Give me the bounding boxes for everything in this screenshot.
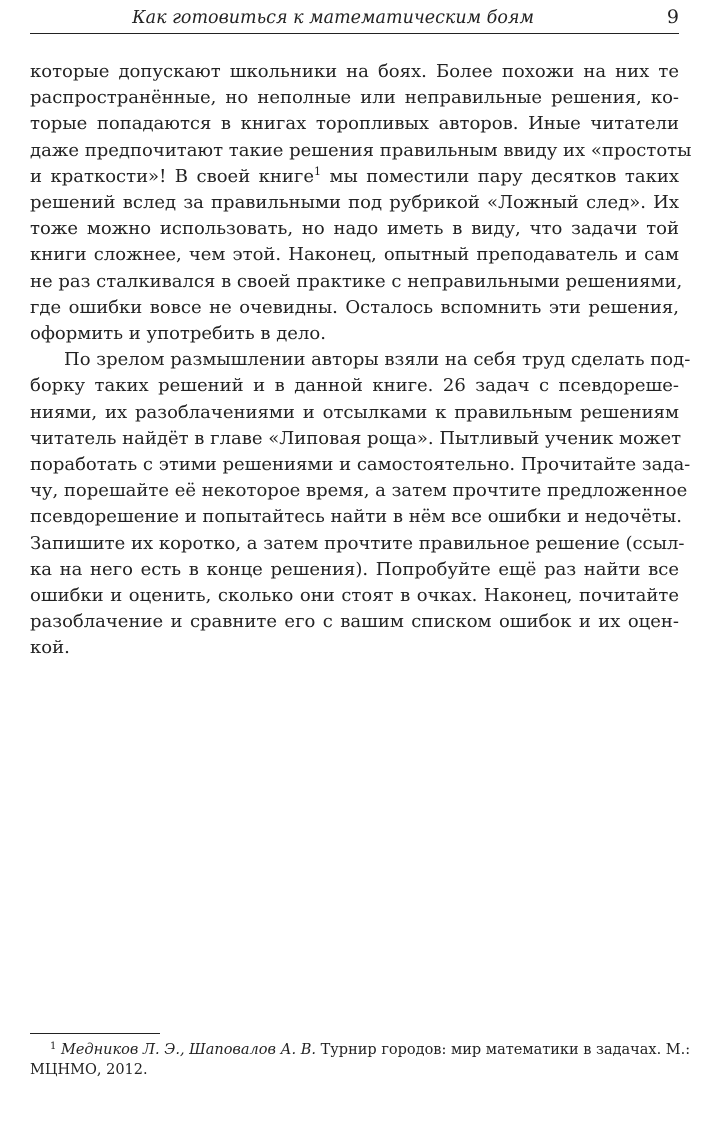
text-line bbox=[30, 164, 679, 190]
text-line: псевдорешение и попытайтесь найти в нём все ошибки и недочёты. bbox=[30, 506, 682, 528]
text-line: чу, порешайте её некоторое время, а затем прочтите предложенное bbox=[30, 480, 688, 502]
running-head bbox=[30, 5, 679, 34]
text-line: не раз сталкивался в своей практике с неправильными решениями, bbox=[30, 270, 683, 292]
text-line: читатель найдёт в главе «Липовая роща». Пытливый ученик может bbox=[30, 427, 682, 449]
text-line: оформить и употребить в дело. bbox=[30, 323, 326, 345]
footnote-line: МЦНМО, 2012. bbox=[30, 1062, 148, 1078]
body-text bbox=[30, 59, 692, 662]
text-line: тоже можно использовать, но надо иметь в виду, что задачи той bbox=[30, 218, 679, 240]
text-fragment: мы поместили пару десятков таких bbox=[329, 165, 679, 187]
text-line: кой. bbox=[30, 637, 70, 659]
paragraph-1 bbox=[30, 59, 692, 347]
footnote-reference[interactable]: 1 bbox=[314, 164, 322, 178]
text-line: книги сложнее, чем этой. Наконец, опытный преподаватель и сам bbox=[30, 244, 679, 266]
text-line: решений вслед за правильными под рубрикой «Ложный след». Их bbox=[30, 192, 679, 214]
text-line: Запишите их коротко, а затем прочтите правильное решение (ссыл- bbox=[30, 532, 685, 554]
page-number: 9 bbox=[666, 6, 679, 28]
text-line: которые допускают школьники на боях. Более похожи на них те bbox=[30, 61, 679, 82]
text-line: распространённые, но неполные или неправильные решения, ко- bbox=[30, 87, 679, 109]
footnote-text: Турнир городов: мир математики в задачах. М.: bbox=[320, 1042, 691, 1058]
text-line: где ошибки вовсе не очевидны. Осталось вспомнить эти решения, bbox=[30, 296, 679, 318]
text-line: ошибки и оценить, сколько они стоят в очках. Наконец, почитайте bbox=[30, 585, 679, 607]
text-line: По зрелом размышлении авторы взяли на себя труд сделать под- bbox=[64, 349, 691, 371]
text-line: ка на него есть в конце решения). Попробуйте ещё раз найти все bbox=[30, 558, 679, 580]
running-title: Как готовиться к математическим боям bbox=[132, 8, 534, 28]
text-line: даже предпочитают такие решения правильным ввиду их «простоты bbox=[30, 139, 692, 161]
paragraph-2 bbox=[30, 347, 691, 661]
text-line: торые попадаются в книгах торопливых авторов. Иные читатели bbox=[30, 113, 679, 135]
footnote-rule bbox=[30, 1033, 160, 1034]
footnote-line bbox=[30, 1040, 691, 1060]
text-line: борку таких решений и в данной книге. 26 задач с псевдореше- bbox=[30, 375, 679, 397]
text-line: разоблачение и сравните его с вашим списком ошибок и их оцен- bbox=[30, 611, 679, 633]
text-line: поработать с этими решениями и самостоятельно. Прочитайте зада- bbox=[30, 454, 691, 476]
text-fragment: и краткости»! В своей книге bbox=[30, 165, 315, 187]
footnote-marker: 1 bbox=[50, 1041, 57, 1052]
text-line: ниями, их разоблачениями и отсылками к правильным решениям bbox=[30, 401, 679, 423]
footnote bbox=[30, 1040, 691, 1080]
footnote-authors: Медников Л. Э., Шаповалов А. В. bbox=[60, 1042, 316, 1058]
